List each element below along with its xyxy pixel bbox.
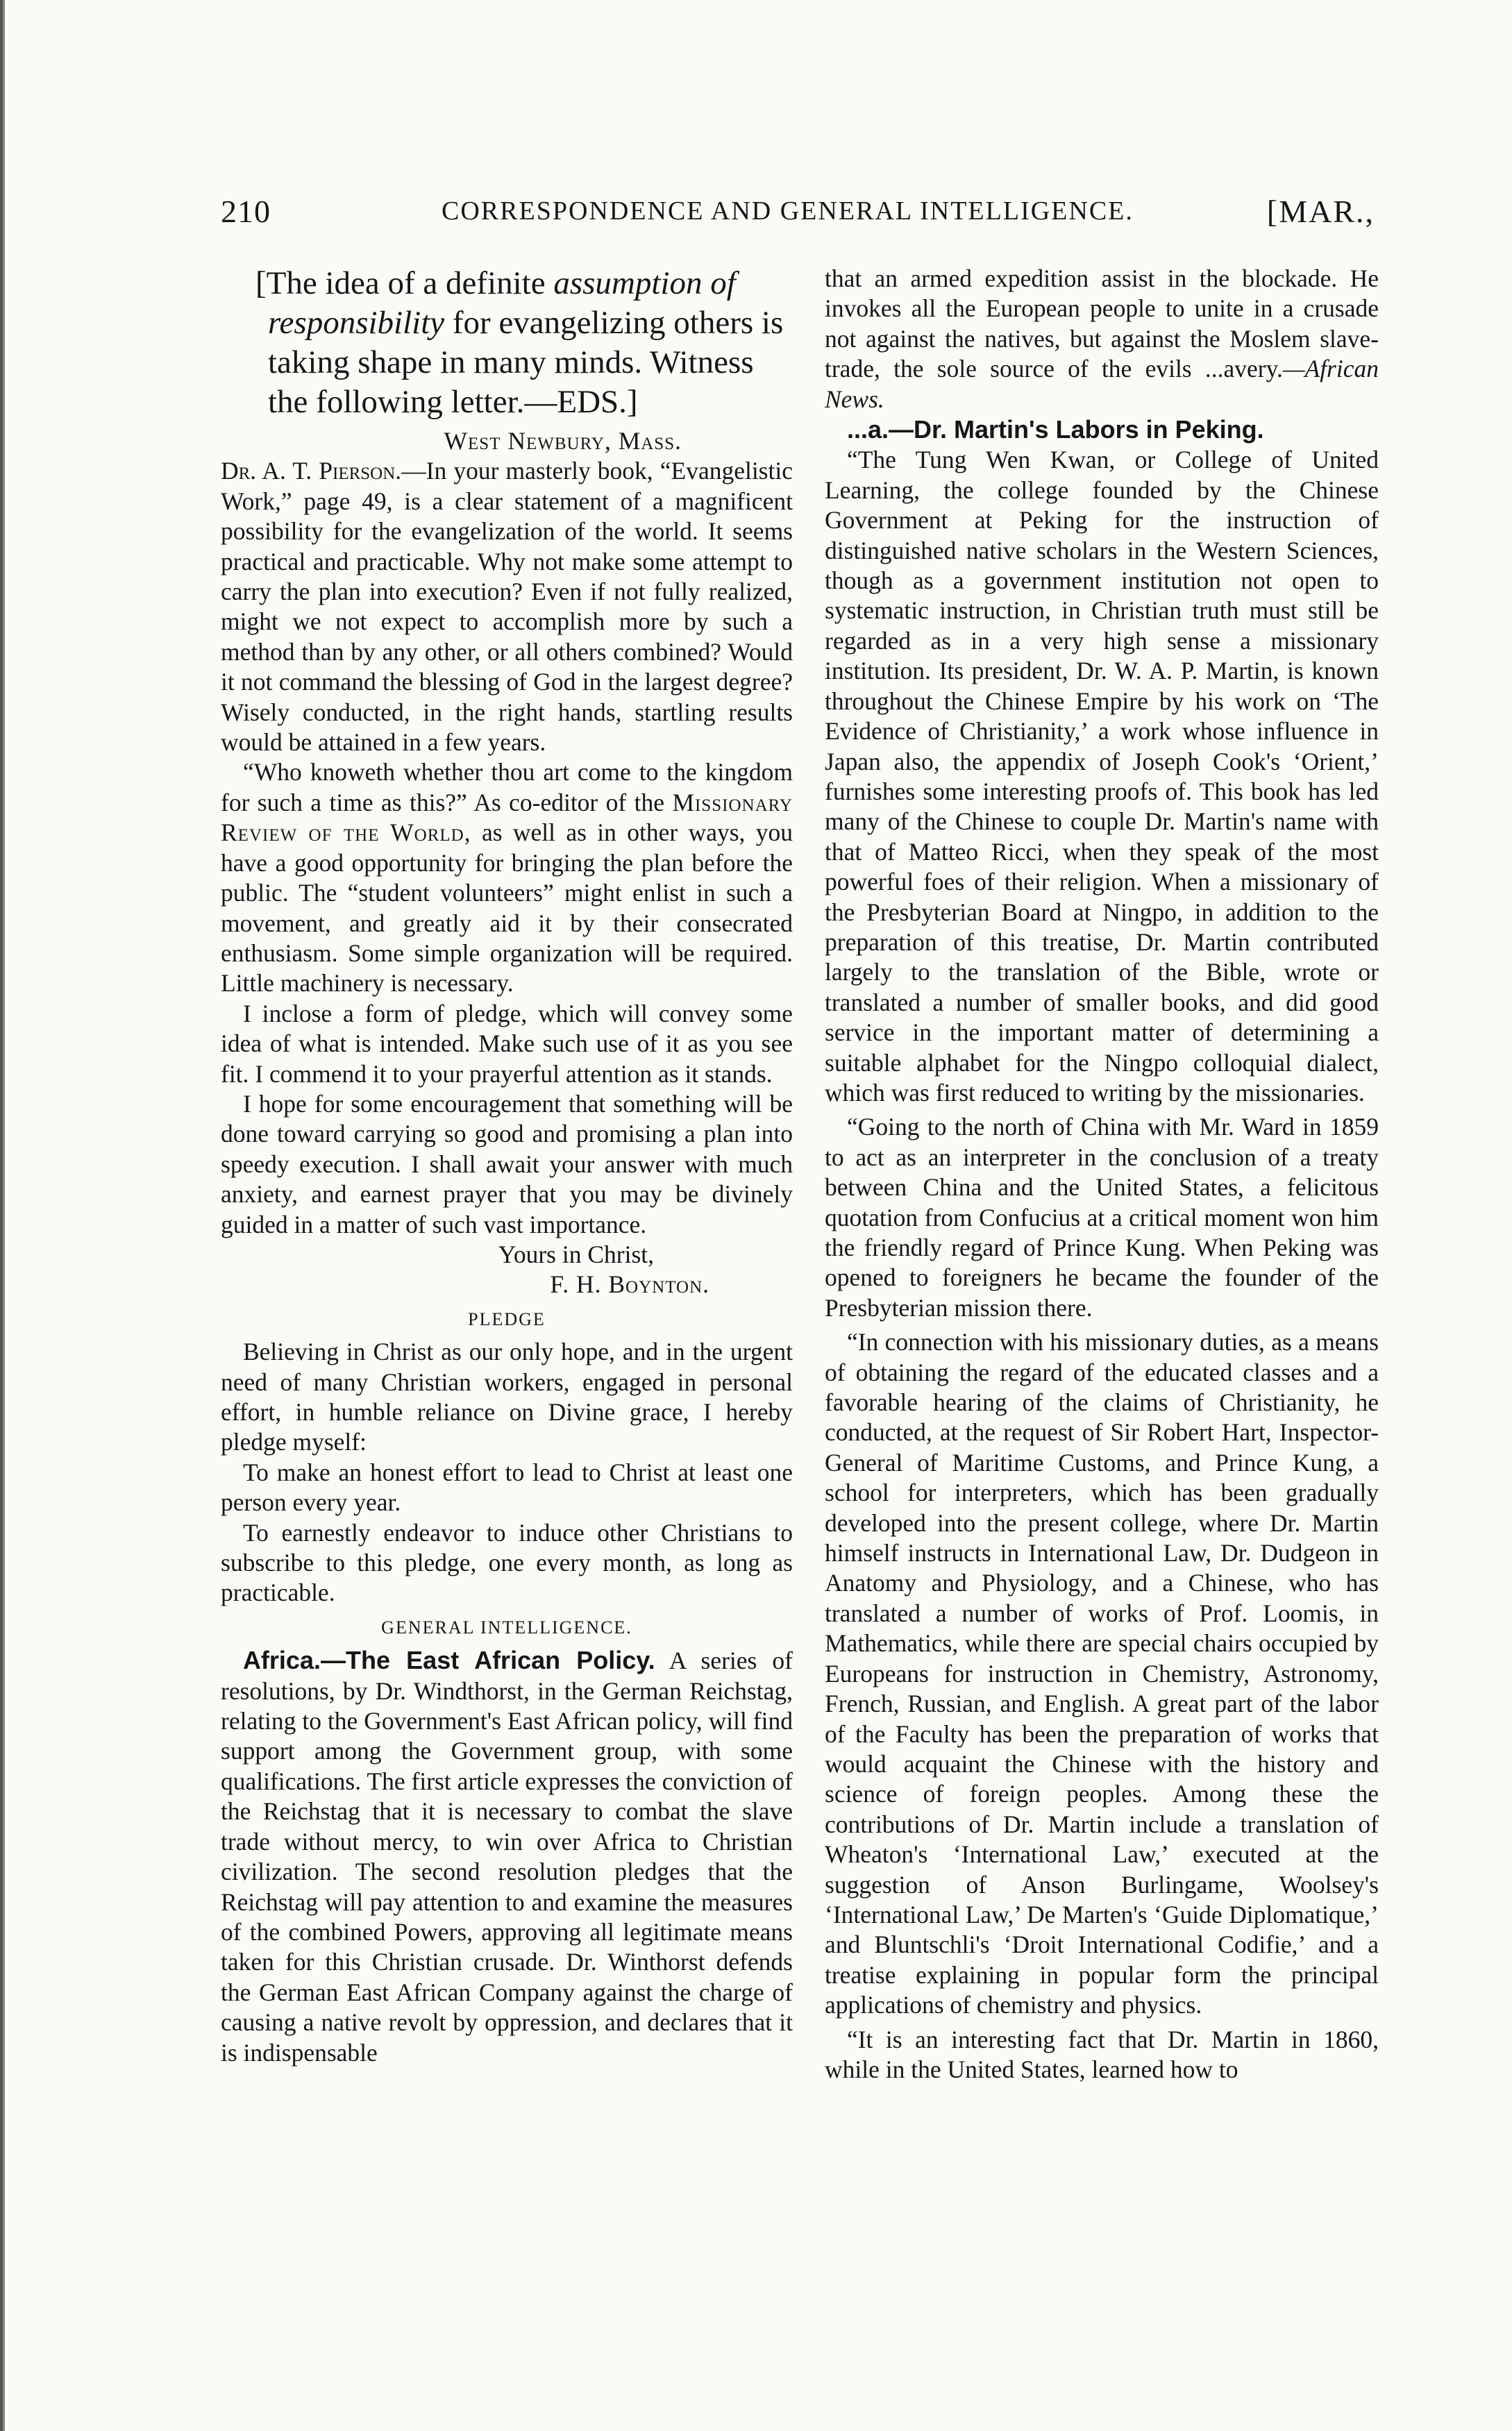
scan-edge	[0, 0, 10, 2431]
pledge-p3: To earnestly endeavor to induce other Christians to subscribe to this pledge, one every month, as long as practicable.	[221, 1518, 793, 1607]
page-number: 210	[221, 194, 271, 229]
review-title: Missionary Review of the World,	[221, 788, 793, 847]
letter-closing: Yours in Christ,	[498, 1240, 654, 1268]
running-title: CORRESPONDENCE AND GENERAL INTELLIGENCE.	[442, 196, 1134, 226]
editor-intro: [The idea of a definite assumption of responsibility for evangelizing others is taking shape in many minds. Witness the following letter.—EDS.]	[255, 265, 784, 420]
pledge-heading: PLEDGE	[468, 1309, 546, 1329]
letter-greeting: Dr. A. T. Pierson.	[221, 457, 402, 485]
source-credit: —African News.	[825, 355, 1379, 413]
martin-p4: “It is an interesting fact that Dr. Martin in 1860, while in the United States, learned how to	[825, 2025, 1379, 2083]
letter-p1: Dr. A. T. Pierson.—In your masterly book, “Evangelistic Work,” page 49, is a clear statement of a magnificent possibility for the evangelization of the world. It seems practical and practicable. Why not make some attempt to carry the plan into execution? Even if not fully realized, might we not expect to accomplish more by such a method than by any other, or all others combined? Would it not command the blessing of God in the largest degree? Wisely conducted, in the right hands, startling results would be attained in a few years.	[221, 457, 793, 757]
letter-signature: F. H. Boynton.	[550, 1270, 709, 1299]
china-lead: ...a.—Dr. Martin's Labors in Peking.	[846, 415, 1264, 444]
pledge-p2: To make an honest effort to lead to Christ at least one person every year.	[221, 1458, 793, 1517]
right-column	[825, 264, 1379, 2085]
month-label: [MAR.,	[1266, 194, 1375, 229]
martin-p1: “The Tung Wen Kwan, or College of United Learning, the college founded by the Chinese Government at Peking for the instruction of distinguished native scholars in the Western Sciences, though as a government institution not open to systematic instruction, in Christian truth must still be regarded as in a very high sense a missionary institution. Its president, Dr. W. A. P. Martin, is known throughout the Chinese Empire by his work on ‘The Evidence of Christianity,’ a work whose influence in Japan also, the appendix of Joseph Cook's ‘Orient,’ furnishes some interesting proofs of. This book has led many of the Chinese to couple Dr. Martin's name with that of Matteo Ricci, when they speak of the most powerful foes of their religion. When a missionary of the Presbyterian Board at Ningpo, in addition to the preparation of this treatise, Dr. Martin contributed largely to the translation of the Bible, wrote or translated a number of smaller books, and did good service in the important matter of determining a suitable alphabet for the Ningpo colloquial dialect, which was first reduced to writing by the missionaries.	[825, 446, 1379, 1107]
africa-lead: Africa.—The East African Policy.	[242, 1646, 655, 1675]
pledge-p1: Believing in Christ as our only hope, and in the urgent need of many Christian workers, engaged in personal effort, in humble reliance on Divine grace, I hereby pledge myself:	[221, 1338, 793, 1456]
letter-p4: I hope for some encouragement that something will be done toward carrying so good and promising a plan into speedy execution. I shall await your answer with much anxiety, and earnest prayer that you may be divinely guided in a matter of such vast importance.	[221, 1089, 793, 1238]
left-column	[221, 264, 793, 2068]
martin-p3: “In connection with his missionary duties, as a means of obtaining the regard of the educated classes and a favorable hearing of the claims of Christianity, he conducted, at the request of Sir Robert Hart, Inspector-General of Maritime Customs, and Prince Kung, a school for interpreters, which has been gradually developed into the present college, where Dr. Martin himself instructs in International Law, Dr. Dudgeon in Anatomy and Physiology, and a Chinese, who has translated a number of works of Prof. Loomis, in Mathematics, while there are special chairs occupied by Europeans for instruction in Chemistry, Astronomy, French, Russian, and English. A great part of the labor of the Faculty has been the preparation of works that would acquaint the Chinese with the history and science of foreign peoples. Among these the contributions of Dr. Martin include a translation of Wheaton's ‘International Law,’ executed at the suggestion of Anson Burlingame, Woolsey's ‘International Law,’ De Marten's ‘Guide Diplomatique,’ and Bluntschli's ‘Droit International Codifie,’ and a treatise explaining in popular form the principal applications of chemistry and physics.	[825, 1328, 1379, 2019]
china-heading-line	[825, 414, 1379, 445]
africa-continuation: that an armed expedition assist in the blockade. He invokes all the European people to unite in a crusade not against the natives, but against the Moslem slave-trade, the sole source of the evils ...avery.—African News.	[825, 264, 1379, 413]
letter-p3: I inclose a form of pledge, which will convey some idea of what is intended. Make such use of it as you see fit. I commend it to your prayerful attention as it stands.	[221, 999, 793, 1088]
letter-place: West Newbury, Mass.	[444, 427, 682, 455]
martin-p2: “Going to the north of China with Mr. Ward in 1859 to act as an interpreter in the conclusion of a treaty between China and the United States, a felicitous quotation from Confucius at a critical moment won him the friendly regard of Prince Kung. When Peking was opened to foreigners he became the founder of the Presbyterian mission there.	[825, 1113, 1379, 1322]
letter-p2: “Who knoweth whether thou art come to the kingdom for such a time as this?” As co-editor of the Missionary Review of the World, as well as in other ways, you have a good opportunity for bringing the plan before the public. The “student volunteers” might enlist in such a movement, and greatly aid it by their consecrated enthusiasm. Some simple organization will be required. Little machinery is necessary.	[221, 758, 793, 998]
intro-emphasis: assumption of responsibility	[268, 265, 736, 341]
general-intelligence-heading: GENERAL INTELLIGENCE.	[381, 1617, 632, 1638]
africa-paragraph: Africa.—The East African Policy. A series of resolutions, by Dr. Windthorst, in the German Reichstag, relating to the Government's East African policy, will find support among the Government group, with some qualifications. The first article expresses the conviction of the Reichstag that it is necessary to combat the slave trade without mercy, to win over Africa to Christian civilization. The second resolution pledges that the Reichstag will pay attention to and examine the measures of the combined Powers, approving all legitimate means taken for this Christian crusade. Dr. Winthorst defends the German East African Company against the charge of causing a native revolt by oppression, and declares that it is indispensable	[221, 1646, 793, 2067]
running-header	[221, 193, 1375, 237]
